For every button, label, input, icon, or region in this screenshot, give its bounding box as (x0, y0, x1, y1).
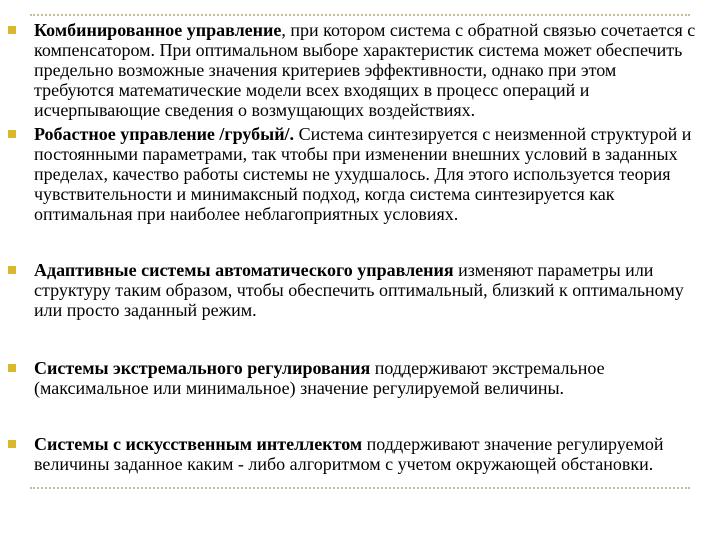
description-extremum-regulation: поддерживают экстремальное (максимальное или минимальное) значение регулируемой величины. (34, 358, 605, 398)
square-bullet-icon (8, 130, 16, 138)
bottom-divider (30, 487, 690, 489)
list-item-extremum-regulation (8, 358, 698, 398)
term-adaptive-systems: Адаптивные системы автоматического управления (34, 260, 454, 280)
term-robust-control: Робастное управление /грубый/. (34, 124, 295, 144)
description-artificial-intelligence: поддерживают значение регулируемой величины заданное каким - либо алгоритмом с учетом окружающей обстановки. (34, 434, 664, 474)
bullet-list (8, 17, 698, 474)
list-item-combined-control (8, 20, 698, 120)
list-item-robust-control (8, 124, 698, 224)
list-item-artificial-intelligence (8, 434, 698, 474)
description-adaptive-systems: изменяют параметры или структуру таким образом, чтобы обеспечить оптимальный, близкий к оптимальному или просто заданный режим. (34, 260, 684, 320)
list-item-adaptive-systems (8, 260, 698, 320)
term-artificial-intelligence: Системы с искусственным интеллектом (34, 434, 363, 454)
term-extremum-regulation: Системы экстремального регулирования (34, 358, 371, 378)
square-bullet-icon (8, 440, 16, 448)
square-bullet-icon (8, 266, 16, 274)
top-divider (30, 14, 690, 16)
square-bullet-icon (8, 26, 16, 34)
term-combined-control: Комбинированное управление (34, 20, 282, 40)
description-robust-control: Система синтезируется с неизменной структурой и постоянными параметрами, так чтобы при изменении внешних условий в заданных пределах, качество работы системы не ухудшалось. Для этого используется теория чувствительности и минимаксный подход, когда система синтезируется как оптимальная при наиболее неблагоприятных условиях. (34, 124, 692, 224)
square-bullet-icon (8, 364, 16, 372)
description-combined-control: , при котором система с обратной связью сочетается с компенсатором. При оптимальном выборе характеристик система может обеспечить предельно возможные значения критериев эффективности, однако при этом требуются математические модели всех входящих в процесс операций и исчерпывающие сведения о возмущающих воздействиях. (34, 20, 696, 120)
